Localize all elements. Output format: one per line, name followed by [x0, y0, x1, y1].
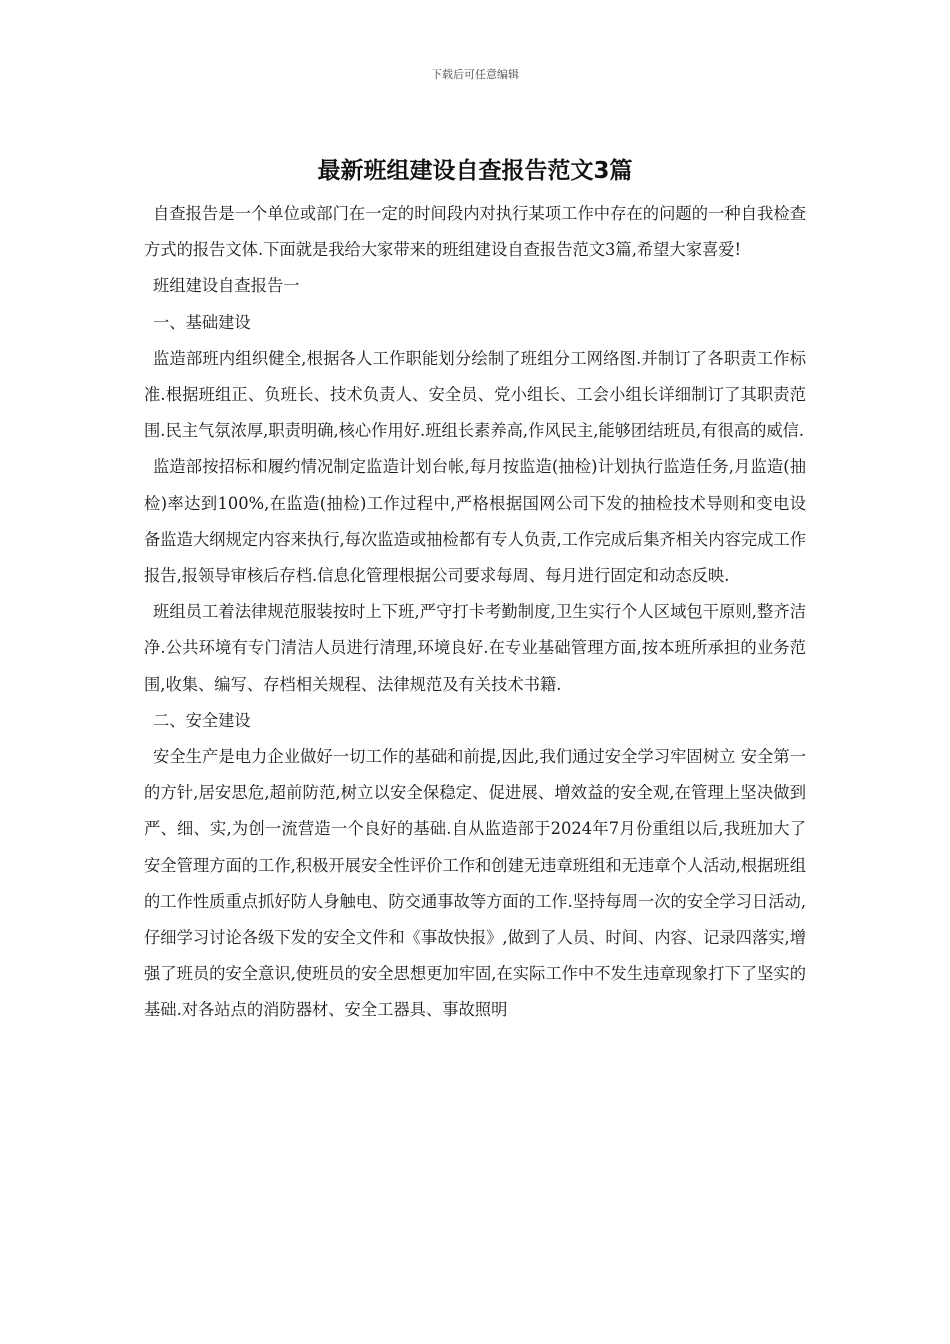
- body-paragraph: 监造部班内组织健全,根据各人工作职能划分绘制了班组分工网络图.并制订了各职责工作标准.根据班组正、负班长、技术负责人、安全员、党小组长、工会小组长详细制订了其职责范围.民主气氛浓厚,职责明确,核心作用好.班组长素养高,作风民主,能够团结班员,有很高的威信.: [144, 348, 806, 441]
- section-heading-safety: 二、安全建设: [153, 710, 251, 730]
- body-paragraph: 班组员工着法律规范服装按时上下班,严守打卡考勤制度,卫生实行个人区域包干原则,整齐洁净.公共环境有专门清洁人员进行清理,环境良好.在专业基础管理方面,按本班所承担的业务范围,收集、编写、存档相关规程、法律规范及有关技术书籍.: [144, 602, 806, 694]
- intro-paragraph: 自查报告是一个单位或部门在一定的时间段内对执行某项工作中存在的问题的一种自我检查方式的报告文体.下面就是我给大家带来的班组建设自查报告范文3篇,希望大家喜爱!: [144, 204, 806, 260]
- body-paragraph: 监造部按招标和履约情况制定监造计划台帐,每月按监造(抽检)计划执行监造任务,月监造(抽检)率达到100%,在监造(抽检)工作过程中,严格根据国网公司下发的抽检技术导则和变电设备监造大纲规定内容来执行,每次监造或抽检都有专人负责,工作完成后集齐相关内容完成工作报告,报领导审核后存档.信息化管理根据公司要求每周、每月进行固定和动态反映.: [144, 457, 806, 586]
- header-note: 下载后可任意编辑: [431, 68, 519, 81]
- section-heading-basic: 一、基础建设: [153, 312, 251, 332]
- body-paragraph: 安全生产是电力企业做好一切工作的基础和前提,因此,我们通过安全学习牢固树立 安全第一 的方针,居安思危,超前防范,树立以安全保稳定、促进展、增效益的安全观,在管理上坚决做到严、细、实,为创一流营造一个良好的基础.自从监造部于2024年7月份重组以后,我班加大了安全管理方面的工作,积极开展安全性评价工作和创建无违章班组和无违章个人活动,根据班组的工作性质重点抓好防人身触电、防交通事故等方面的工作.坚持每周一次的安全学习日活动,仔细学习讨论各级下发的安全文件和《事故快报》,做到了人员、时间、内容、记录四落实,增强了班员的安全意识,使班员的安全思想更加牢固,在实际工作中不发生违章现象打下了坚实的基础.对各站点的消防器材、安全工器具、事故照明: [144, 747, 806, 1020]
- report-heading: 班组建设自查报告一: [153, 276, 300, 296]
- document-title: 最新班组建设自查报告范文3篇: [317, 158, 633, 184]
- document-body: [144, 196, 806, 1029]
